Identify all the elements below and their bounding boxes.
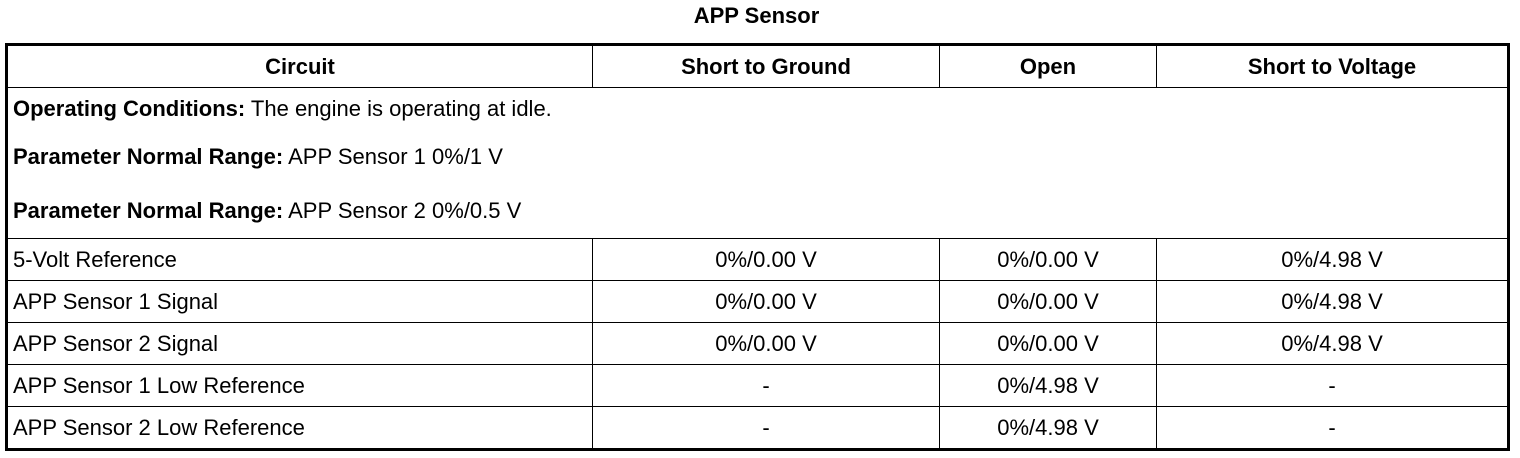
- open-cell: 0%/4.98 V: [940, 407, 1157, 450]
- condition-label: Parameter Normal Range:: [13, 144, 284, 169]
- table-row: [7, 281, 1509, 323]
- conditions-row: [7, 88, 1509, 239]
- short-to-voltage-cell: -: [1157, 407, 1509, 450]
- condition-text: The engine is operating at idle.: [245, 96, 552, 121]
- table-row: [7, 239, 1509, 281]
- short-to-ground-cell: 0%/0.00 V: [593, 281, 940, 323]
- short-to-voltage-cell: 0%/4.98 V: [1157, 281, 1509, 323]
- header-open: Open: [940, 45, 1157, 88]
- circuit-cell: APP Sensor 1 Low Reference: [7, 365, 593, 407]
- app-sensor-table: [5, 43, 1510, 451]
- table-row: [7, 323, 1509, 365]
- conditions-cell: [7, 88, 1509, 239]
- short-to-voltage-cell: 0%/4.98 V: [1157, 323, 1509, 365]
- circuit-cell: 5-Volt Reference: [7, 239, 593, 281]
- short-to-ground-cell: 0%/0.00 V: [593, 323, 940, 365]
- condition-text: APP Sensor 2 0%/0.5 V: [283, 198, 522, 223]
- open-cell: 0%/0.00 V: [940, 239, 1157, 281]
- open-cell: 0%/4.98 V: [940, 365, 1157, 407]
- table-row: [7, 407, 1509, 450]
- open-cell: 0%/0.00 V: [940, 281, 1157, 323]
- condition-text: APP Sensor 1 0%/1 V: [283, 144, 503, 169]
- circuit-cell: APP Sensor 2 Low Reference: [7, 407, 593, 450]
- parameter-normal-range-2: [13, 184, 1502, 238]
- short-to-ground-cell: -: [593, 365, 940, 407]
- condition-label: Parameter Normal Range:: [13, 198, 284, 223]
- short-to-voltage-cell: -: [1157, 365, 1509, 407]
- header-short-to-voltage: Short to Voltage: [1157, 45, 1509, 88]
- condition-label: Operating Conditions:: [13, 96, 246, 121]
- short-to-voltage-cell: 0%/4.98 V: [1157, 239, 1509, 281]
- table-row: [7, 365, 1509, 407]
- header-short-to-ground: Short to Ground: [593, 45, 940, 88]
- short-to-ground-cell: -: [593, 407, 940, 450]
- circuit-cell: APP Sensor 2 Signal: [7, 323, 593, 365]
- header-circuit: Circuit: [7, 45, 593, 88]
- parameter-normal-range-1: [13, 130, 1502, 184]
- table-title: APP Sensor: [693, 3, 820, 28]
- open-cell: 0%/0.00 V: [940, 323, 1157, 365]
- operating-conditions: [13, 88, 1502, 130]
- short-to-ground-cell: 0%/0.00 V: [593, 239, 940, 281]
- header-row: [7, 45, 1509, 88]
- circuit-cell: APP Sensor 1 Signal: [7, 281, 593, 323]
